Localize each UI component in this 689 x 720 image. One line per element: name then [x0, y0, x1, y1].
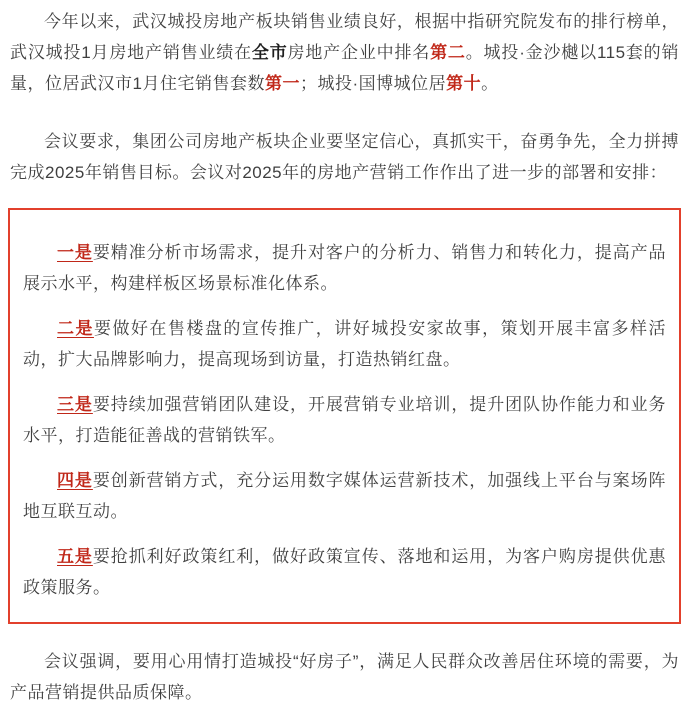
- box-item-1: [23, 237, 666, 299]
- rank-first-text: 第一: [264, 74, 300, 93]
- mid-text-1: 房地产企业中排名: [287, 43, 431, 62]
- red-highlight-box: [8, 208, 681, 624]
- item-2-lead: 二是: [57, 319, 94, 338]
- box-item-3: [23, 389, 666, 451]
- paragraph-sales-performance: [10, 6, 679, 99]
- item-5-body: 要抢抓利好政策红利，做好政策宣传、落地和运用，为客户购房提供优惠政策服务。: [23, 547, 667, 597]
- item-1-lead: 一是: [57, 243, 93, 262]
- end-punctuation: 。: [481, 74, 499, 93]
- mid-text-2: 。城投·金沙樾以115套的销量，位居武汉市1月住宅销售套数: [10, 43, 679, 93]
- item-2-body: 要做好在售楼盘的宣传推广，讲好城投安家故事，策划开展丰富多样活动，扩大品牌影响力，提高现场到访量，打造热销红盘。: [23, 319, 666, 369]
- item-4-body: 要创新营销方式，充分运用数字媒体运营新技术，加强线上平台与案场阵地互联互动。: [23, 471, 667, 521]
- box-item-4: [23, 465, 666, 527]
- intro-text: 今年以来，武汉城投房地产板块销售业绩良好，根据中指研究院发布的排行榜单，武汉城投1月房地产销售业绩在: [10, 12, 679, 62]
- paragraph-meeting-requirements: 会议要求，集团公司房地产板块企业要坚定信心，真抓实干，奋勇争先，全力拼搏完成2025年销售目标。会议对2025年的房地产营销工作作出了进一步的部署和安排：: [10, 132, 679, 182]
- box-item-2: [23, 313, 666, 375]
- item-5-lead: 五是: [57, 547, 93, 566]
- item-3-body: 要持续加强营销团队建设，开展营销专业培训，提升团队协作能力和业务水平，打造能征善战的营销铁军。: [23, 395, 667, 445]
- rank-second-text: 第二: [430, 43, 466, 62]
- paragraph-conclusion: 会议强调，要用心用情打造城投“好房子”，满足人民群众改善居住环境的需要，为产品营销提供品质保障。: [10, 652, 679, 702]
- mid-text-3: ；城投·国博城位居: [299, 74, 447, 93]
- box-item-5: [23, 541, 666, 603]
- citywide-bold-text: 全市: [251, 43, 288, 62]
- item-1-body: 要精准分析市场需求，提升对客户的分析力、销售力和转化力，提高产品展示水平，构建样板区场景标准化体系。: [23, 243, 667, 293]
- item-4-lead: 四是: [57, 471, 93, 490]
- rank-tenth-text: 第十: [446, 74, 482, 93]
- item-3-lead: 三是: [57, 395, 93, 414]
